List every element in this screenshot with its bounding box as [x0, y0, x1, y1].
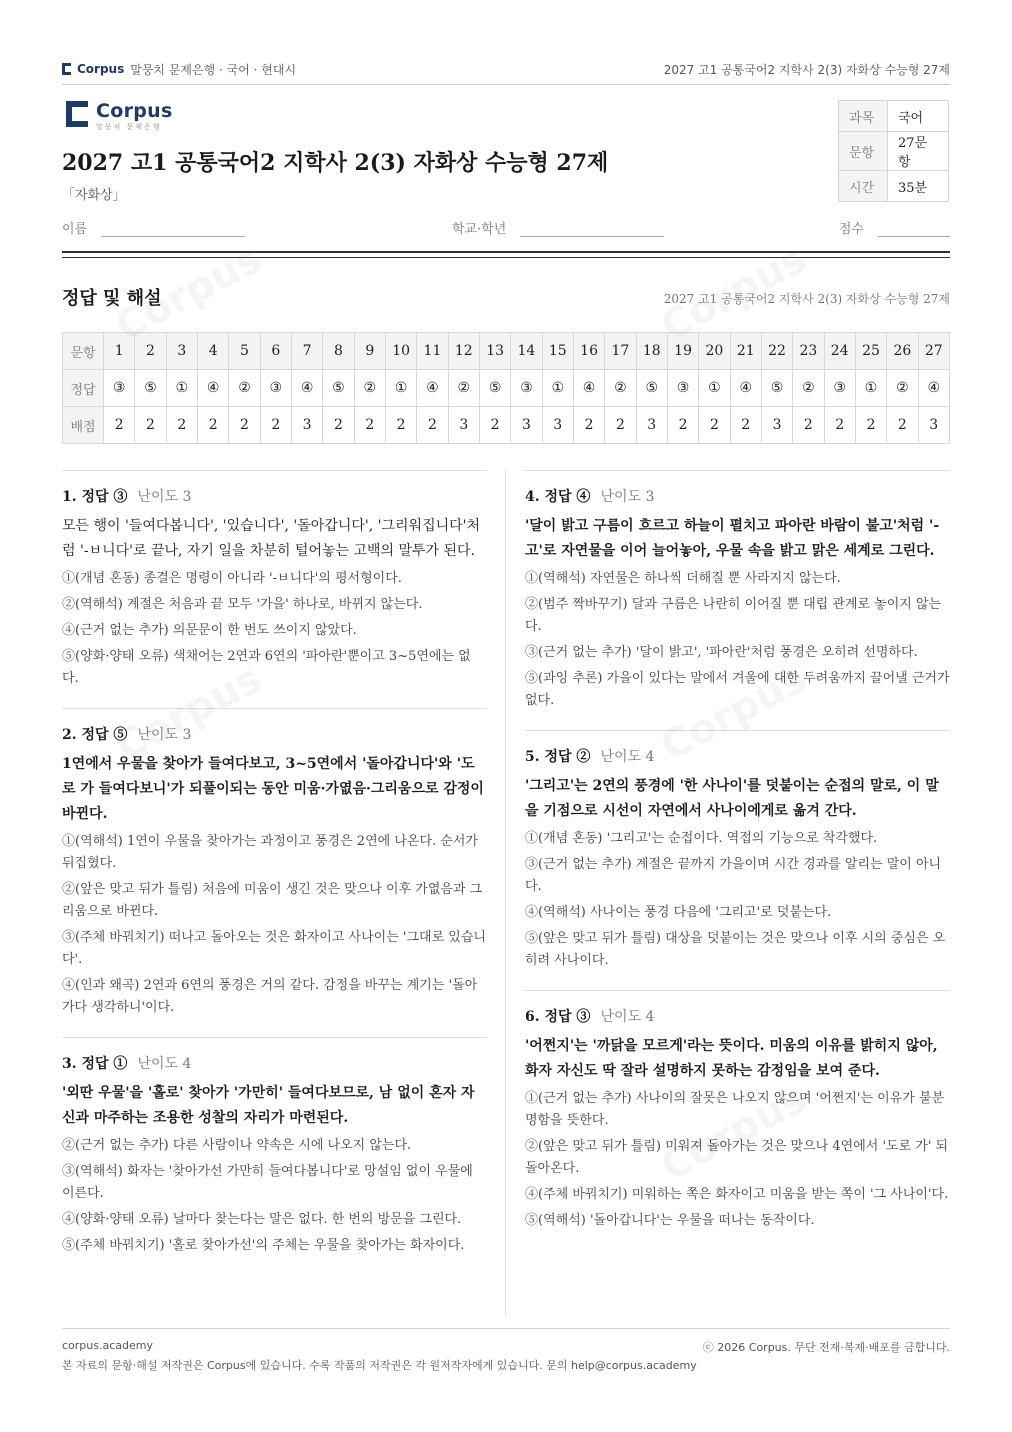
running-header-left — [62, 61, 296, 78]
explanations-right-column — [525, 470, 950, 1250]
distractor-note: ③(역해석) 화자는 '찾아가선 가만히 들여다봅니다'로 망설임 없이 우물에 이른다. — [62, 1164, 473, 1201]
answer-cell: ① — [385, 370, 416, 407]
answer-cell: ③ — [667, 370, 698, 407]
answer-cell: ④ — [730, 370, 761, 407]
points-cell: 3 — [448, 407, 479, 444]
points-cell: 2 — [855, 407, 886, 444]
distractor-note: ②(역해석) 계절은 처음과 끝 모두 '가을' 하나로, 바뀌지 않는다. — [62, 597, 423, 612]
distractor-note: ②(근거 없는 추가) 다른 사람이나 약속은 시에 나오지 않는다. — [62, 1138, 412, 1153]
meta-value: 35분 — [888, 171, 949, 202]
explanation-heading — [525, 486, 950, 506]
student-info-fields — [62, 218, 950, 240]
question-number-cell: 13 — [479, 333, 510, 370]
answer-label: 5. 정답 ② — [525, 749, 591, 765]
score-field — [839, 218, 950, 237]
question-number-cell: 7 — [291, 333, 322, 370]
points-cell: 2 — [699, 407, 730, 444]
distractor-note: ③(근거 없는 추가) 계절은 끝까지 가을이며 시간 경과를 알리는 말이 아니다. — [525, 857, 942, 894]
explanation-block — [525, 990, 950, 1232]
distractor-note: ①(역해석) 자연물은 하나씩 더해질 뿐 사라지지 않는다. — [525, 571, 841, 586]
points-cell: 2 — [166, 407, 197, 444]
footer-copyright: ⓒ 2026 Corpus. 무단 전재·복제·배포를 금합니다. — [702, 1341, 950, 1354]
distractor-note: ①(근거 없는 추가) 사나이의 잘못은 나오지 않으며 '어쩐지'는 이유가 불분명함을 뜻한다. — [525, 1091, 945, 1128]
question-number-cell: 21 — [730, 333, 761, 370]
question-number-cell: 24 — [824, 333, 855, 370]
explanations-left-column — [62, 470, 487, 1275]
answer-label: 6. 정답 ③ — [525, 1009, 591, 1025]
column-divider — [505, 470, 506, 1316]
distractor-note: ③(근거 없는 추가) '달이 밝고', '파아란'처럼 풍경은 오히려 선명하다. — [525, 645, 918, 660]
question-number-cell: 18 — [636, 333, 667, 370]
explanation-block — [525, 730, 950, 972]
footer-notice: 본 자료의 문항·해설 저작권은 Corpus에 있습니다. 수록 작품의 저작권은 각 원저작자에게 있습니다. 문의 help@corpus.academy — [62, 1359, 697, 1372]
points-cell: 2 — [730, 407, 761, 444]
distractor-note: ④(인과 왜곡) 2연과 6연의 풍경은 거의 같다. 감정을 바꾸는 계기는 '돌아가다 생각하니'이다. — [62, 978, 478, 1015]
points-cell: 3 — [636, 407, 667, 444]
name-field — [62, 218, 245, 237]
answer-cell: ② — [354, 370, 385, 407]
answer-row — [63, 370, 950, 407]
points-cell: 3 — [291, 407, 322, 444]
difficulty-label: 난이도 4 — [137, 1056, 192, 1072]
exam-meta-table — [838, 100, 949, 202]
explanation-main: 1연에서 우물을 찾아가 들여다보고, 3~5연에서 '돌아갑니다'와 '도로 가 들여다보니'가 되풀이되는 동안 미움·가엾음·그리움으로 감정이 바뀐다. — [62, 756, 484, 822]
explanation-heading — [62, 486, 487, 506]
question-number-cell: 15 — [542, 333, 573, 370]
answer-cell: ④ — [291, 370, 322, 407]
question-number-cell: 26 — [887, 333, 918, 370]
explanation-main: '그리고'는 2연의 풍경에 '한 사나이'를 덧붙이는 순접의 말로, 이 말을 기점으로 시선이 자연에서 사나이에게로 옮겨 간다. — [525, 778, 939, 819]
answer-key-table — [62, 332, 950, 444]
running-header-path: 말뭉치 문제은행 · 국어 · 현대시 — [130, 62, 297, 77]
question-number-cell: 20 — [699, 333, 730, 370]
answer-cell: ④ — [197, 370, 228, 407]
meta-value: 27문항 — [888, 132, 949, 171]
distractor-note: ④(양화·양태 오류) 날마다 찾는다는 말은 없다. 한 번의 방문을 그린다. — [62, 1212, 462, 1227]
question-number-cell: 6 — [260, 333, 291, 370]
logo-subtitle: 말뭉치 문제은행 — [96, 123, 162, 131]
answer-cell: ④ — [417, 370, 448, 407]
meta-row-subject — [839, 101, 949, 132]
points-cell: 3 — [542, 407, 573, 444]
points-cell: 2 — [197, 407, 228, 444]
answer-cell: ① — [699, 370, 730, 407]
answer-cell: ① — [542, 370, 573, 407]
difficulty-label: 난이도 3 — [137, 727, 192, 743]
answer-label: 2. 정답 ⑤ — [62, 727, 128, 743]
points-cell: 2 — [824, 407, 855, 444]
points-cell: 3 — [761, 407, 792, 444]
points-cell: 2 — [135, 407, 166, 444]
question-number-cell: 27 — [918, 333, 949, 370]
running-header — [62, 58, 950, 80]
distractor-note: ④(주체 바꿔치기) 미워하는 쪽은 화자이고 미움을 받는 쪽이 '그 사나이'다. — [525, 1187, 949, 1202]
explanation-main: '외딴 우물'을 '홀로' 찾아가 '가만히' 들여다보므로, 남 없이 혼자 자신과 마주하는 조용한 성찰의 자리가 마련된다. — [62, 1085, 475, 1126]
answer-label: 1. 정답 ③ — [62, 489, 128, 505]
points-cell: 2 — [887, 407, 918, 444]
school-label: 학교·학년 — [452, 222, 507, 237]
points-cell: 3 — [918, 407, 949, 444]
points-cell: 2 — [104, 407, 135, 444]
distractor-note: ①(역해석) 1연이 우물을 찾아가는 과정이고 풍경은 2연에 나온다. 순서가 뒤집혔다. — [62, 834, 478, 871]
distractor-note: ⑤(역해석) '돌아갑니다'는 우물을 떠나는 동작이다. — [525, 1213, 815, 1228]
answer-cell: ⑤ — [135, 370, 166, 407]
points-cell: 2 — [479, 407, 510, 444]
running-header-brand: Corpus — [77, 62, 125, 76]
explanation-heading — [525, 746, 950, 766]
question-number-cell: 5 — [229, 333, 260, 370]
logo-mark-icon — [66, 101, 88, 127]
running-header-title: 2027 고1 공통국어2 지학사 2(3) 자화상 수능형 27제 — [663, 62, 950, 77]
poem-title: 「자화상」 — [62, 188, 126, 203]
answer-cell: ④ — [918, 370, 949, 407]
difficulty-label: 난이도 3 — [137, 489, 192, 505]
explanation-main: '달이 밝고 구름이 흐르고 하늘이 펼치고 파아란 바람이 불고'처럼 '-고'로 자연물을 이어 늘어놓아, 우물 속을 밝고 맑은 세계로 그린다. — [525, 518, 940, 559]
question-number-cell: 3 — [166, 333, 197, 370]
question-number-row — [63, 333, 950, 370]
answer-label: 3. 정답 ① — [62, 1056, 128, 1072]
points-cell: 2 — [385, 407, 416, 444]
difficulty-label: 난이도 4 — [600, 749, 655, 765]
school-field — [452, 218, 664, 237]
answer-cell: ④ — [573, 370, 604, 407]
points-cell: 2 — [260, 407, 291, 444]
difficulty-label: 난이도 4 — [600, 1009, 655, 1025]
distractor-note: ⑤(앞은 맞고 뒤가 틀림) 대상을 덧붙이는 것은 맞으나 이후 시의 중심은 오히려 사나이다. — [525, 931, 946, 968]
distractor-note: ②(앞은 맞고 뒤가 틀림) 미워져 돌아가는 것은 맞으나 4연에서 '도로 가' 되돌아온다. — [525, 1139, 949, 1176]
answer-cell: ③ — [511, 370, 542, 407]
question-number-cell: 23 — [793, 333, 824, 370]
question-number-cell: 11 — [417, 333, 448, 370]
corpus-logo-icon — [62, 63, 71, 75]
points-cell: 2 — [417, 407, 448, 444]
name-label: 이름 — [62, 222, 88, 237]
answer-cell: ⑤ — [479, 370, 510, 407]
question-number-cell: 12 — [448, 333, 479, 370]
question-number-cell: 10 — [385, 333, 416, 370]
points-cell: 2 — [354, 407, 385, 444]
answer-cell: ⑤ — [323, 370, 354, 407]
score-label: 점수 — [838, 222, 864, 237]
answer-cell: ③ — [260, 370, 291, 407]
question-number-cell: 17 — [605, 333, 636, 370]
footer-site-link[interactable]: corpus.academy — [62, 1339, 153, 1352]
answer-cell: ② — [448, 370, 479, 407]
meta-key: 시간 — [839, 171, 888, 202]
score-input-line[interactable] — [878, 218, 950, 237]
distractor-note: ⑤(주체 바꿔치기) '홀로 찾아가선'의 주체는 우물을 찾아가는 화자이다. — [62, 1238, 465, 1253]
distractor-note: ③(주체 바꿔치기) 떠나고 돌아오는 것은 화자이고 사나이는 '그대로 있습니다'. — [62, 930, 486, 967]
answer-cell: ① — [855, 370, 886, 407]
answer-cell: ② — [887, 370, 918, 407]
explanation-main: '어쩐지'는 '까닭을 모르게'라는 뜻이다. 미움의 이유를 밝히지 않아, 화자 자신도 딱 잘라 설명하지 못하는 감정임을 보여 준다. — [525, 1038, 938, 1079]
points-cell: 2 — [793, 407, 824, 444]
distractor-note: ④(역해석) 사나이는 풍경 다음에 '그리고'로 덧붙는다. — [525, 905, 832, 920]
answer-cell: ① — [166, 370, 197, 407]
question-number-cell: 22 — [761, 333, 792, 370]
explanation-block — [525, 470, 950, 712]
school-input-line[interactable] — [520, 218, 664, 237]
section-exam-name: 2027 고1 공통국어2 지학사 2(3) 자화상 수능형 27제 — [663, 292, 950, 306]
explanation-heading — [525, 1006, 950, 1026]
row-label: 배점 — [63, 407, 104, 444]
section-title: 정답 및 해설 — [62, 288, 162, 309]
distractor-note: ⑤(과잉 추론) 가을이 있다는 말에서 겨울에 대한 두려움까지 끌어낼 근거가 없다. — [525, 671, 950, 708]
distractor-note: ②(범주 짝바꾸기) 달과 구름은 나란히 이어질 뿐 대립 관계로 놓이지 않는다. — [525, 597, 942, 634]
meta-key: 과목 — [839, 101, 888, 132]
page-title: 2027 고1 공통국어2 지학사 2(3) 자화상 수능형 27제 — [62, 150, 609, 176]
points-cell: 2 — [323, 407, 354, 444]
name-input-line[interactable] — [101, 218, 245, 237]
question-number-cell: 2 — [135, 333, 166, 370]
distractor-note: ①(개념 혼동) 종결은 명령이 아니라 '-ㅂ니다'의 평서형이다. — [62, 571, 402, 586]
question-number-cell: 8 — [323, 333, 354, 370]
answer-label: 4. 정답 ④ — [525, 489, 591, 505]
points-cell: 2 — [605, 407, 636, 444]
row-label: 정답 — [63, 370, 104, 407]
points-row — [63, 407, 950, 444]
explanation-heading — [62, 724, 487, 744]
answer-cell: ② — [605, 370, 636, 407]
distractor-note: ④(근거 없는 추가) 의문문이 한 번도 쓰이지 않았다. — [62, 623, 357, 638]
points-cell: 2 — [229, 407, 260, 444]
question-number-cell: 25 — [855, 333, 886, 370]
question-number-cell: 16 — [573, 333, 604, 370]
points-cell: 3 — [511, 407, 542, 444]
answer-cell: ② — [229, 370, 260, 407]
answer-cell: ⑤ — [761, 370, 792, 407]
meta-value: 국어 — [888, 101, 949, 132]
explanation-block — [62, 470, 487, 690]
points-cell: 2 — [573, 407, 604, 444]
points-cell: 2 — [667, 407, 698, 444]
question-number-cell: 1 — [104, 333, 135, 370]
distractor-note: ①(개념 혼동) '그리고'는 순접이다. 역접의 기능으로 착각했다. — [525, 831, 878, 846]
meta-key: 문항 — [839, 132, 888, 171]
meta-row-time — [839, 171, 949, 202]
explanation-block — [62, 708, 487, 1019]
header-divider — [62, 84, 950, 85]
answer-cell: ③ — [824, 370, 855, 407]
answer-cell: ③ — [104, 370, 135, 407]
brand-logo — [66, 101, 173, 132]
row-label: 문항 — [63, 333, 104, 370]
explanation-block — [62, 1037, 487, 1257]
question-number-cell: 14 — [511, 333, 542, 370]
explanation-main: 모든 행이 '들여다봅니다', '있습니다', '돌아갑니다', '그리워집니다'처럼 '-ㅂ니다'로 끝나, 자기 일을 차분히 털어놓는 고백의 말투가 된다. — [62, 518, 481, 559]
footer-divider — [62, 1328, 950, 1329]
distractor-note: ②(앞은 맞고 뒤가 틀림) 처음에 미움이 생긴 것은 맞으나 이후 가엾음과 그리움으로 바뀐다. — [62, 882, 483, 919]
header-double-rule — [62, 251, 950, 258]
question-number-cell: 19 — [667, 333, 698, 370]
distractor-note: ⑤(양화·양태 오류) 색채어는 2연과 6연의 '파아란'뿐이고 3~5연에는 없다. — [62, 649, 471, 686]
logo-name: Corpus — [96, 100, 173, 122]
answer-cell: ⑤ — [636, 370, 667, 407]
question-number-cell: 9 — [354, 333, 385, 370]
difficulty-label: 난이도 3 — [600, 489, 655, 505]
meta-row-count — [839, 132, 949, 171]
question-number-cell: 4 — [197, 333, 228, 370]
answer-cell: ② — [793, 370, 824, 407]
explanation-heading — [62, 1053, 487, 1073]
